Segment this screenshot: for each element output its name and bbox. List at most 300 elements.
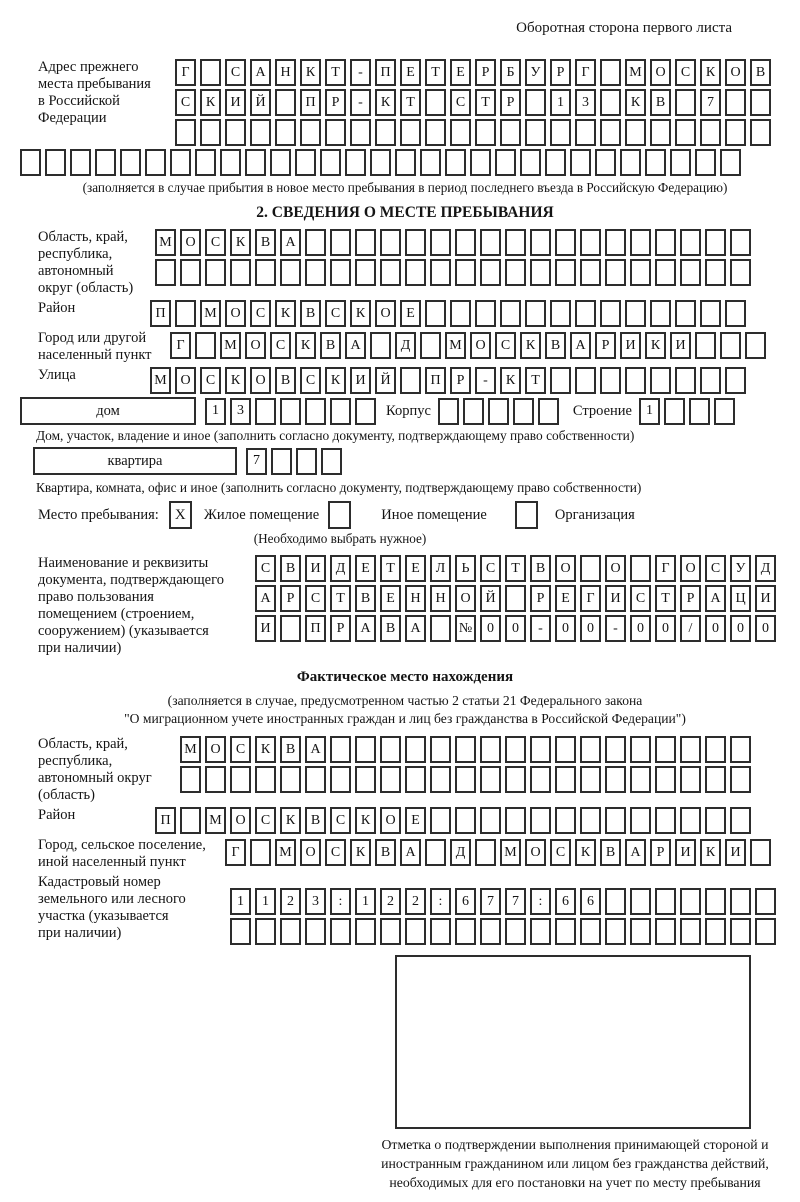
char-cell[interactable]: 0 [730, 615, 751, 642]
char-cell[interactable]: М [150, 367, 171, 394]
char-cell[interactable]: О [555, 555, 576, 582]
char-cell[interactable]: В [255, 229, 276, 256]
char-cell[interactable] [689, 398, 710, 425]
char-cell[interactable]: В [650, 89, 671, 116]
char-cell[interactable] [675, 300, 696, 327]
char-cell[interactable] [620, 149, 641, 176]
char-cell[interactable]: И [305, 555, 326, 582]
char-cell[interactable]: С [450, 89, 471, 116]
char-cell[interactable] [675, 367, 696, 394]
char-cell[interactable]: И [225, 89, 246, 116]
char-cell[interactable]: Е [380, 585, 401, 612]
char-cell[interactable]: 7 [700, 89, 721, 116]
char-cell[interactable] [605, 888, 626, 915]
char-cell[interactable]: И [725, 839, 746, 866]
char-cell[interactable] [700, 119, 721, 146]
char-cell[interactable] [195, 149, 216, 176]
char-cell[interactable] [420, 149, 441, 176]
char-cell[interactable] [720, 149, 741, 176]
char-cell[interactable] [550, 367, 571, 394]
char-cell[interactable] [380, 736, 401, 763]
char-cell[interactable] [550, 119, 571, 146]
char-cell[interactable]: С [480, 555, 501, 582]
char-cell[interactable]: К [325, 367, 346, 394]
char-cell[interactable] [395, 149, 416, 176]
checkbox-dwelling[interactable]: Х [169, 501, 192, 529]
char-cell[interactable] [420, 332, 441, 359]
char-cell[interactable] [305, 229, 326, 256]
char-cell[interactable]: М [625, 59, 646, 86]
char-cell[interactable]: / [680, 615, 701, 642]
char-cell[interactable] [430, 766, 451, 793]
char-cell[interactable] [530, 259, 551, 286]
char-cell[interactable]: П [375, 59, 396, 86]
char-cell[interactable]: О [725, 59, 746, 86]
char-cell[interactable] [625, 119, 646, 146]
char-cell[interactable] [730, 807, 751, 834]
char-cell[interactable] [505, 918, 526, 945]
char-cell[interactable]: - [350, 59, 371, 86]
char-cell[interactable] [555, 259, 576, 286]
char-cell[interactable] [405, 229, 426, 256]
char-cell[interactable]: В [545, 332, 566, 359]
char-cell[interactable] [705, 259, 726, 286]
char-cell[interactable]: О [525, 839, 546, 866]
char-cell[interactable] [570, 149, 591, 176]
char-cell[interactable] [580, 229, 601, 256]
char-cell[interactable] [480, 229, 501, 256]
char-cell[interactable] [630, 259, 651, 286]
char-cell[interactable] [575, 119, 596, 146]
checkbox-other-premises[interactable] [328, 501, 351, 529]
char-cell[interactable]: Т [325, 59, 346, 86]
char-cell[interactable] [255, 259, 276, 286]
char-cell[interactable] [405, 918, 426, 945]
char-cell[interactable]: К [300, 59, 321, 86]
char-cell[interactable]: Й [250, 89, 271, 116]
char-cell[interactable]: Р [680, 585, 701, 612]
char-cell[interactable]: Б [500, 59, 521, 86]
char-cell[interactable] [680, 918, 701, 945]
char-cell[interactable] [650, 367, 671, 394]
char-cell[interactable]: С [255, 807, 276, 834]
char-cell[interactable]: С [330, 807, 351, 834]
char-cell[interactable] [330, 918, 351, 945]
char-cell[interactable] [575, 300, 596, 327]
char-cell[interactable] [595, 149, 616, 176]
char-cell[interactable]: К [375, 89, 396, 116]
char-cell[interactable] [600, 59, 621, 86]
char-cell[interactable] [705, 229, 726, 256]
char-cell[interactable]: П [155, 807, 176, 834]
char-cell[interactable] [455, 229, 476, 256]
char-cell[interactable] [175, 300, 196, 327]
char-cell[interactable]: К [700, 59, 721, 86]
char-cell[interactable]: А [345, 332, 366, 359]
char-cell[interactable] [630, 807, 651, 834]
char-cell[interactable] [275, 119, 296, 146]
char-cell[interactable]: М [500, 839, 521, 866]
char-cell[interactable]: № [455, 615, 476, 642]
char-cell[interactable] [605, 807, 626, 834]
apartment-type-box[interactable]: квартира [33, 447, 237, 475]
char-cell[interactable]: Р [325, 89, 346, 116]
char-cell[interactable]: К [700, 839, 721, 866]
char-cell[interactable] [380, 229, 401, 256]
char-cell[interactable] [425, 839, 446, 866]
char-cell[interactable]: О [650, 59, 671, 86]
char-cell[interactable] [225, 119, 246, 146]
char-cell[interactable]: В [320, 332, 341, 359]
char-cell[interactable]: 3 [305, 888, 326, 915]
char-cell[interactable]: К [225, 367, 246, 394]
char-cell[interactable]: С [225, 59, 246, 86]
char-cell[interactable] [380, 766, 401, 793]
char-cell[interactable] [705, 918, 726, 945]
char-cell[interactable] [480, 807, 501, 834]
char-cell[interactable] [505, 807, 526, 834]
char-cell[interactable] [321, 448, 342, 475]
char-cell[interactable] [680, 229, 701, 256]
char-cell[interactable]: М [180, 736, 201, 763]
char-cell[interactable]: А [255, 585, 276, 612]
char-cell[interactable]: В [750, 59, 771, 86]
char-cell[interactable]: Г [575, 59, 596, 86]
char-cell[interactable]: Г [580, 585, 601, 612]
char-cell[interactable] [600, 367, 621, 394]
char-cell[interactable]: И [605, 585, 626, 612]
char-cell[interactable] [305, 918, 326, 945]
char-cell[interactable] [170, 149, 191, 176]
char-cell[interactable]: - [475, 367, 496, 394]
char-cell[interactable] [463, 398, 484, 425]
char-cell[interactable] [405, 736, 426, 763]
char-cell[interactable]: В [600, 839, 621, 866]
char-cell[interactable]: Д [450, 839, 471, 866]
char-cell[interactable]: Р [500, 89, 521, 116]
char-cell[interactable] [271, 448, 292, 475]
char-cell[interactable] [320, 149, 341, 176]
char-cell[interactable] [330, 736, 351, 763]
char-cell[interactable]: К [625, 89, 646, 116]
char-cell[interactable]: Д [395, 332, 416, 359]
char-cell[interactable] [220, 149, 241, 176]
char-cell[interactable] [430, 259, 451, 286]
char-cell[interactable] [513, 398, 534, 425]
char-cell[interactable] [730, 918, 751, 945]
char-cell[interactable] [475, 839, 496, 866]
char-cell[interactable] [670, 149, 691, 176]
char-cell[interactable] [630, 918, 651, 945]
char-cell[interactable] [730, 259, 751, 286]
char-cell[interactable]: А [400, 839, 421, 866]
char-cell[interactable]: Е [400, 300, 421, 327]
char-cell[interactable]: Г [170, 332, 191, 359]
char-cell[interactable]: О [245, 332, 266, 359]
char-cell[interactable]: О [380, 807, 401, 834]
char-cell[interactable] [370, 149, 391, 176]
char-cell[interactable] [295, 149, 316, 176]
char-cell[interactable]: Т [400, 89, 421, 116]
char-cell[interactable]: К [645, 332, 666, 359]
char-cell[interactable] [680, 888, 701, 915]
char-cell[interactable]: К [200, 89, 221, 116]
char-cell[interactable] [495, 149, 516, 176]
char-cell[interactable] [580, 918, 601, 945]
char-cell[interactable] [280, 259, 301, 286]
char-cell[interactable] [555, 229, 576, 256]
char-cell[interactable]: 2 [280, 888, 301, 915]
char-cell[interactable] [525, 89, 546, 116]
char-cell[interactable]: Е [355, 555, 376, 582]
char-cell[interactable]: 0 [555, 615, 576, 642]
char-cell[interactable]: С [300, 367, 321, 394]
char-cell[interactable]: К [275, 300, 296, 327]
char-cell[interactable]: : [530, 888, 551, 915]
char-cell[interactable]: С [255, 555, 276, 582]
char-cell[interactable] [305, 766, 326, 793]
char-cell[interactable] [755, 918, 776, 945]
char-cell[interactable]: 3 [575, 89, 596, 116]
char-cell[interactable] [750, 89, 771, 116]
char-cell[interactable]: 0 [505, 615, 526, 642]
char-cell[interactable]: К [520, 332, 541, 359]
char-cell[interactable] [725, 367, 746, 394]
char-cell[interactable] [500, 300, 521, 327]
char-cell[interactable]: - [530, 615, 551, 642]
char-cell[interactable] [270, 149, 291, 176]
char-cell[interactable] [230, 259, 251, 286]
char-cell[interactable] [355, 766, 376, 793]
char-cell[interactable]: О [175, 367, 196, 394]
char-cell[interactable] [20, 149, 41, 176]
char-cell[interactable]: С [325, 300, 346, 327]
char-cell[interactable] [205, 259, 226, 286]
char-cell[interactable]: Н [275, 59, 296, 86]
char-cell[interactable] [714, 398, 735, 425]
char-cell[interactable] [438, 398, 459, 425]
char-cell[interactable] [255, 398, 276, 425]
char-cell[interactable] [330, 398, 351, 425]
char-cell[interactable] [480, 766, 501, 793]
char-cell[interactable]: О [225, 300, 246, 327]
char-cell[interactable]: Т [380, 555, 401, 582]
char-cell[interactable] [280, 615, 301, 642]
char-cell[interactable] [275, 89, 296, 116]
char-cell[interactable] [525, 300, 546, 327]
char-cell[interactable] [550, 300, 571, 327]
char-cell[interactable]: Т [330, 585, 351, 612]
char-cell[interactable] [230, 766, 251, 793]
char-cell[interactable]: 6 [555, 888, 576, 915]
char-cell[interactable] [695, 149, 716, 176]
char-cell[interactable]: Р [530, 585, 551, 612]
char-cell[interactable] [455, 259, 476, 286]
char-cell[interactable]: О [230, 807, 251, 834]
char-cell[interactable] [120, 149, 141, 176]
char-cell[interactable] [430, 229, 451, 256]
char-cell[interactable]: К [230, 229, 251, 256]
char-cell[interactable]: О [205, 736, 226, 763]
char-cell[interactable] [630, 736, 651, 763]
char-cell[interactable]: М [205, 807, 226, 834]
char-cell[interactable]: Ц [730, 585, 751, 612]
char-cell[interactable]: А [570, 332, 591, 359]
char-cell[interactable]: В [300, 300, 321, 327]
char-cell[interactable] [425, 89, 446, 116]
char-cell[interactable] [555, 736, 576, 763]
char-cell[interactable]: С [325, 839, 346, 866]
char-cell[interactable] [180, 766, 201, 793]
char-cell[interactable]: М [200, 300, 221, 327]
char-cell[interactable] [750, 839, 771, 866]
char-cell[interactable]: Й [375, 367, 396, 394]
char-cell[interactable] [330, 229, 351, 256]
char-cell[interactable] [625, 367, 646, 394]
char-cell[interactable]: В [280, 736, 301, 763]
char-cell[interactable] [330, 259, 351, 286]
char-cell[interactable]: 0 [705, 615, 726, 642]
char-cell[interactable]: Р [595, 332, 616, 359]
checkbox-organization[interactable] [515, 501, 538, 529]
char-cell[interactable]: Й [480, 585, 501, 612]
char-cell[interactable]: - [350, 89, 371, 116]
char-cell[interactable]: О [375, 300, 396, 327]
char-cell[interactable]: П [425, 367, 446, 394]
char-cell[interactable]: Г [225, 839, 246, 866]
char-cell[interactable]: С [705, 555, 726, 582]
char-cell[interactable]: Р [330, 615, 351, 642]
char-cell[interactable] [488, 398, 509, 425]
char-cell[interactable]: 7 [480, 888, 501, 915]
char-cell[interactable] [145, 149, 166, 176]
char-cell[interactable] [664, 398, 685, 425]
char-cell[interactable] [680, 766, 701, 793]
char-cell[interactable] [725, 119, 746, 146]
char-cell[interactable] [430, 807, 451, 834]
char-cell[interactable] [425, 300, 446, 327]
char-cell[interactable] [580, 555, 601, 582]
char-cell[interactable] [400, 367, 421, 394]
char-cell[interactable] [600, 89, 621, 116]
char-cell[interactable]: Е [450, 59, 471, 86]
char-cell[interactable]: В [530, 555, 551, 582]
char-cell[interactable]: 0 [480, 615, 501, 642]
char-cell[interactable] [580, 766, 601, 793]
char-cell[interactable] [530, 766, 551, 793]
char-cell[interactable]: А [280, 229, 301, 256]
char-cell[interactable] [630, 555, 651, 582]
char-cell[interactable]: П [305, 615, 326, 642]
char-cell[interactable] [555, 766, 576, 793]
char-cell[interactable]: С [550, 839, 571, 866]
char-cell[interactable]: И [255, 615, 276, 642]
char-cell[interactable]: У [730, 555, 751, 582]
char-cell[interactable] [355, 398, 376, 425]
char-cell[interactable]: С [305, 585, 326, 612]
char-cell[interactable]: И [670, 332, 691, 359]
char-cell[interactable] [675, 119, 696, 146]
char-cell[interactable]: Л [430, 555, 451, 582]
char-cell[interactable] [355, 736, 376, 763]
char-cell[interactable]: 0 [655, 615, 676, 642]
char-cell[interactable] [195, 332, 216, 359]
char-cell[interactable] [605, 736, 626, 763]
char-cell[interactable] [505, 736, 526, 763]
char-cell[interactable]: П [300, 89, 321, 116]
char-cell[interactable]: 1 [550, 89, 571, 116]
house-type-box[interactable]: дом [20, 397, 196, 425]
char-cell[interactable]: 2 [380, 888, 401, 915]
char-cell[interactable] [380, 918, 401, 945]
char-cell[interactable] [475, 119, 496, 146]
char-cell[interactable] [600, 300, 621, 327]
char-cell[interactable] [525, 119, 546, 146]
char-cell[interactable]: А [355, 615, 376, 642]
char-cell[interactable] [645, 149, 666, 176]
char-cell[interactable] [345, 149, 366, 176]
char-cell[interactable]: О [605, 555, 626, 582]
char-cell[interactable] [580, 807, 601, 834]
char-cell[interactable]: 6 [580, 888, 601, 915]
char-cell[interactable] [675, 89, 696, 116]
char-cell[interactable] [155, 259, 176, 286]
char-cell[interactable] [405, 259, 426, 286]
char-cell[interactable] [380, 259, 401, 286]
char-cell[interactable] [605, 259, 626, 286]
char-cell[interactable] [655, 888, 676, 915]
char-cell[interactable]: К [280, 807, 301, 834]
char-cell[interactable]: К [350, 839, 371, 866]
char-cell[interactable] [705, 736, 726, 763]
char-cell[interactable]: В [275, 367, 296, 394]
char-cell[interactable] [680, 259, 701, 286]
char-cell[interactable]: К [255, 736, 276, 763]
char-cell[interactable]: 2 [405, 888, 426, 915]
char-cell[interactable] [650, 300, 671, 327]
char-cell[interactable] [305, 398, 326, 425]
char-cell[interactable] [630, 888, 651, 915]
char-cell[interactable] [745, 332, 766, 359]
char-cell[interactable]: С [230, 736, 251, 763]
char-cell[interactable] [655, 229, 676, 256]
char-cell[interactable] [725, 300, 746, 327]
char-cell[interactable] [370, 332, 391, 359]
char-cell[interactable] [730, 229, 751, 256]
char-cell[interactable]: А [625, 839, 646, 866]
char-cell[interactable]: Д [755, 555, 776, 582]
char-cell[interactable]: О [680, 555, 701, 582]
char-cell[interactable] [430, 736, 451, 763]
char-cell[interactable] [700, 300, 721, 327]
char-cell[interactable] [530, 918, 551, 945]
char-cell[interactable] [355, 229, 376, 256]
char-cell[interactable] [545, 149, 566, 176]
char-cell[interactable] [480, 259, 501, 286]
char-cell[interactable]: П [150, 300, 171, 327]
char-cell[interactable]: Р [450, 367, 471, 394]
char-cell[interactable]: Р [475, 59, 496, 86]
char-cell[interactable] [95, 149, 116, 176]
char-cell[interactable]: М [155, 229, 176, 256]
char-cell[interactable]: О [470, 332, 491, 359]
char-cell[interactable]: В [280, 555, 301, 582]
char-cell[interactable] [280, 766, 301, 793]
char-cell[interactable] [630, 229, 651, 256]
char-cell[interactable]: У [525, 59, 546, 86]
char-cell[interactable] [520, 149, 541, 176]
char-cell[interactable] [425, 119, 446, 146]
